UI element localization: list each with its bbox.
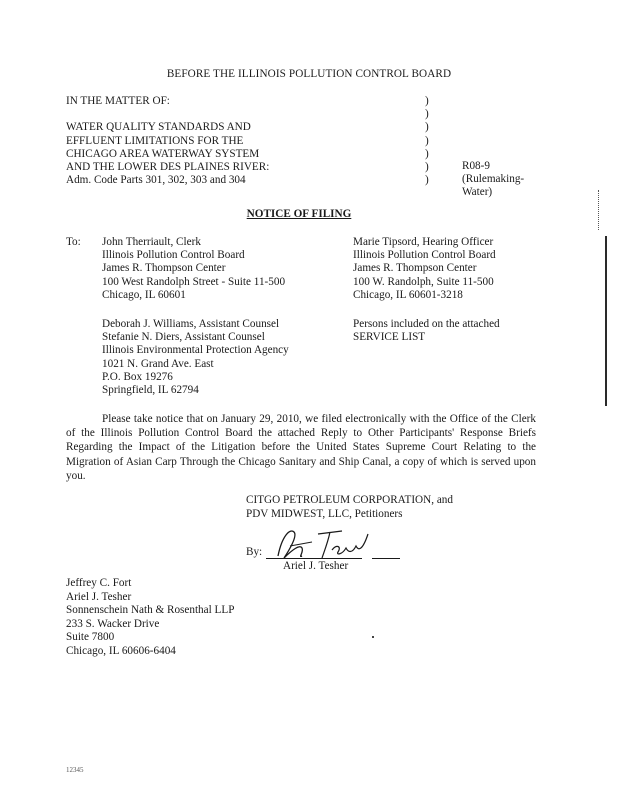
caption-line: CHICAGO AREA WATERWAY SYSTEM [66, 147, 260, 160]
signature-line-tail [372, 558, 400, 559]
address-line: 1021 N. Grand Ave. East [102, 357, 214, 370]
address-line: James R. Thompson Center [102, 262, 226, 275]
caption-line: IN THE MATTER OF: [66, 95, 170, 107]
scan-speck [372, 636, 374, 638]
docket-number [462, 160, 524, 200]
address-line: Springfield, IL 62794 [102, 383, 199, 396]
addressee-clerk [102, 236, 285, 302]
paren: ) [425, 174, 429, 187]
address-line: 100 West Randolph Street - Suite 11-500 [102, 275, 286, 288]
paren: ) [425, 147, 429, 160]
signature-line [266, 558, 362, 559]
caption-line: Adm. Code Parts 301, 302, 303 and 304 [66, 174, 246, 187]
address-line: James R. Thompson Center [353, 262, 477, 275]
signer-name: Ariel J. Tesher [283, 560, 349, 572]
caption-line: EFFLUENT LIMITATIONS FOR THE [66, 134, 244, 147]
by-label: By: [246, 546, 263, 558]
attorney-line: Chicago, IL 60606-6404 [66, 644, 176, 657]
attorney-line: Suite 7800 [66, 631, 115, 644]
caption-line: WATER QUALITY STANDARDS AND [66, 121, 251, 134]
address-line: 100 W. Randolph, Suite 11-500 [353, 275, 494, 288]
document-id-mark: 12345 [66, 766, 84, 774]
addressee-hearing-officer [353, 236, 496, 302]
scan-margin-line [605, 236, 607, 406]
address-line: Persons included on the attached [353, 318, 500, 330]
caption-parentheses [425, 95, 429, 187]
paren: ) [425, 95, 429, 107]
attorney-line: Sonnenschein Nath & Rosenthal LLP [66, 604, 235, 617]
address-line: SERVICE LIST [353, 331, 426, 344]
docket-line: Water) [462, 186, 493, 199]
address-line: Deborah J. Williams, Assistant Counsel [102, 318, 280, 330]
to-label: To: [66, 236, 81, 248]
scan-margin-dots [598, 190, 600, 230]
docket-line: (Rulemaking- [462, 173, 525, 186]
notice-title: NOTICE OF FILING [246, 208, 352, 220]
attorney-line: Jeffrey C. Fort [66, 577, 132, 589]
address-line: John Therriault, Clerk [102, 236, 201, 248]
party-line: CITGO PETROLEUM CORPORATION, and [246, 494, 453, 506]
caption-line: AND THE LOWER DES PLAINES RIVER: [66, 160, 270, 173]
address-line: Illinois Pollution Control Board [102, 249, 245, 262]
caption-line [66, 108, 269, 121]
signature-block [246, 494, 453, 521]
address-line: Marie Tipsord, Hearing Officer [353, 236, 494, 248]
address-line: Illinois Pollution Control Board [353, 249, 496, 262]
paren: ) [425, 134, 429, 147]
addressee-service-list [353, 318, 500, 344]
board-title: BEFORE THE ILLINOIS POLLUTION CONTROL BOARD [166, 68, 452, 80]
case-caption [66, 95, 269, 187]
address-line: Chicago, IL 60601-3218 [353, 288, 463, 301]
attorney-line: Ariel J. Tesher [66, 590, 132, 603]
docket-line: R08-9 [462, 160, 490, 172]
address-line: Chicago, IL 60601 [102, 288, 186, 301]
addressee-iepa [102, 318, 289, 397]
address-line: Stefanie N. Diers, Assistant Counsel [102, 331, 265, 344]
attorney-block [66, 577, 234, 659]
attorney-line: 233 S. Wacker Drive [66, 617, 160, 630]
address-line: P.O. Box 19276 [102, 370, 173, 383]
paren: ) [425, 108, 429, 121]
paren: ) [425, 160, 429, 173]
address-line: Illinois Environmental Protection Agency [102, 344, 289, 357]
party-line: PDV MIDWEST, LLC, Petitioners [246, 507, 403, 520]
paren: ) [425, 121, 429, 134]
notice-body-paragraph: Please take notice that on January 29, 2010, we filed electronically with the Office of the Clerk of the Illinois Pollution Control Board the attached Reply to Other Participants' Response Briefs Regarding the Impact of the Litigation before the United States Supreme Court Relating to the Migration of Asian Carp Through the Chicago Sanitary and Ship Canal, a copy of which is served upon you. [66, 413, 536, 482]
